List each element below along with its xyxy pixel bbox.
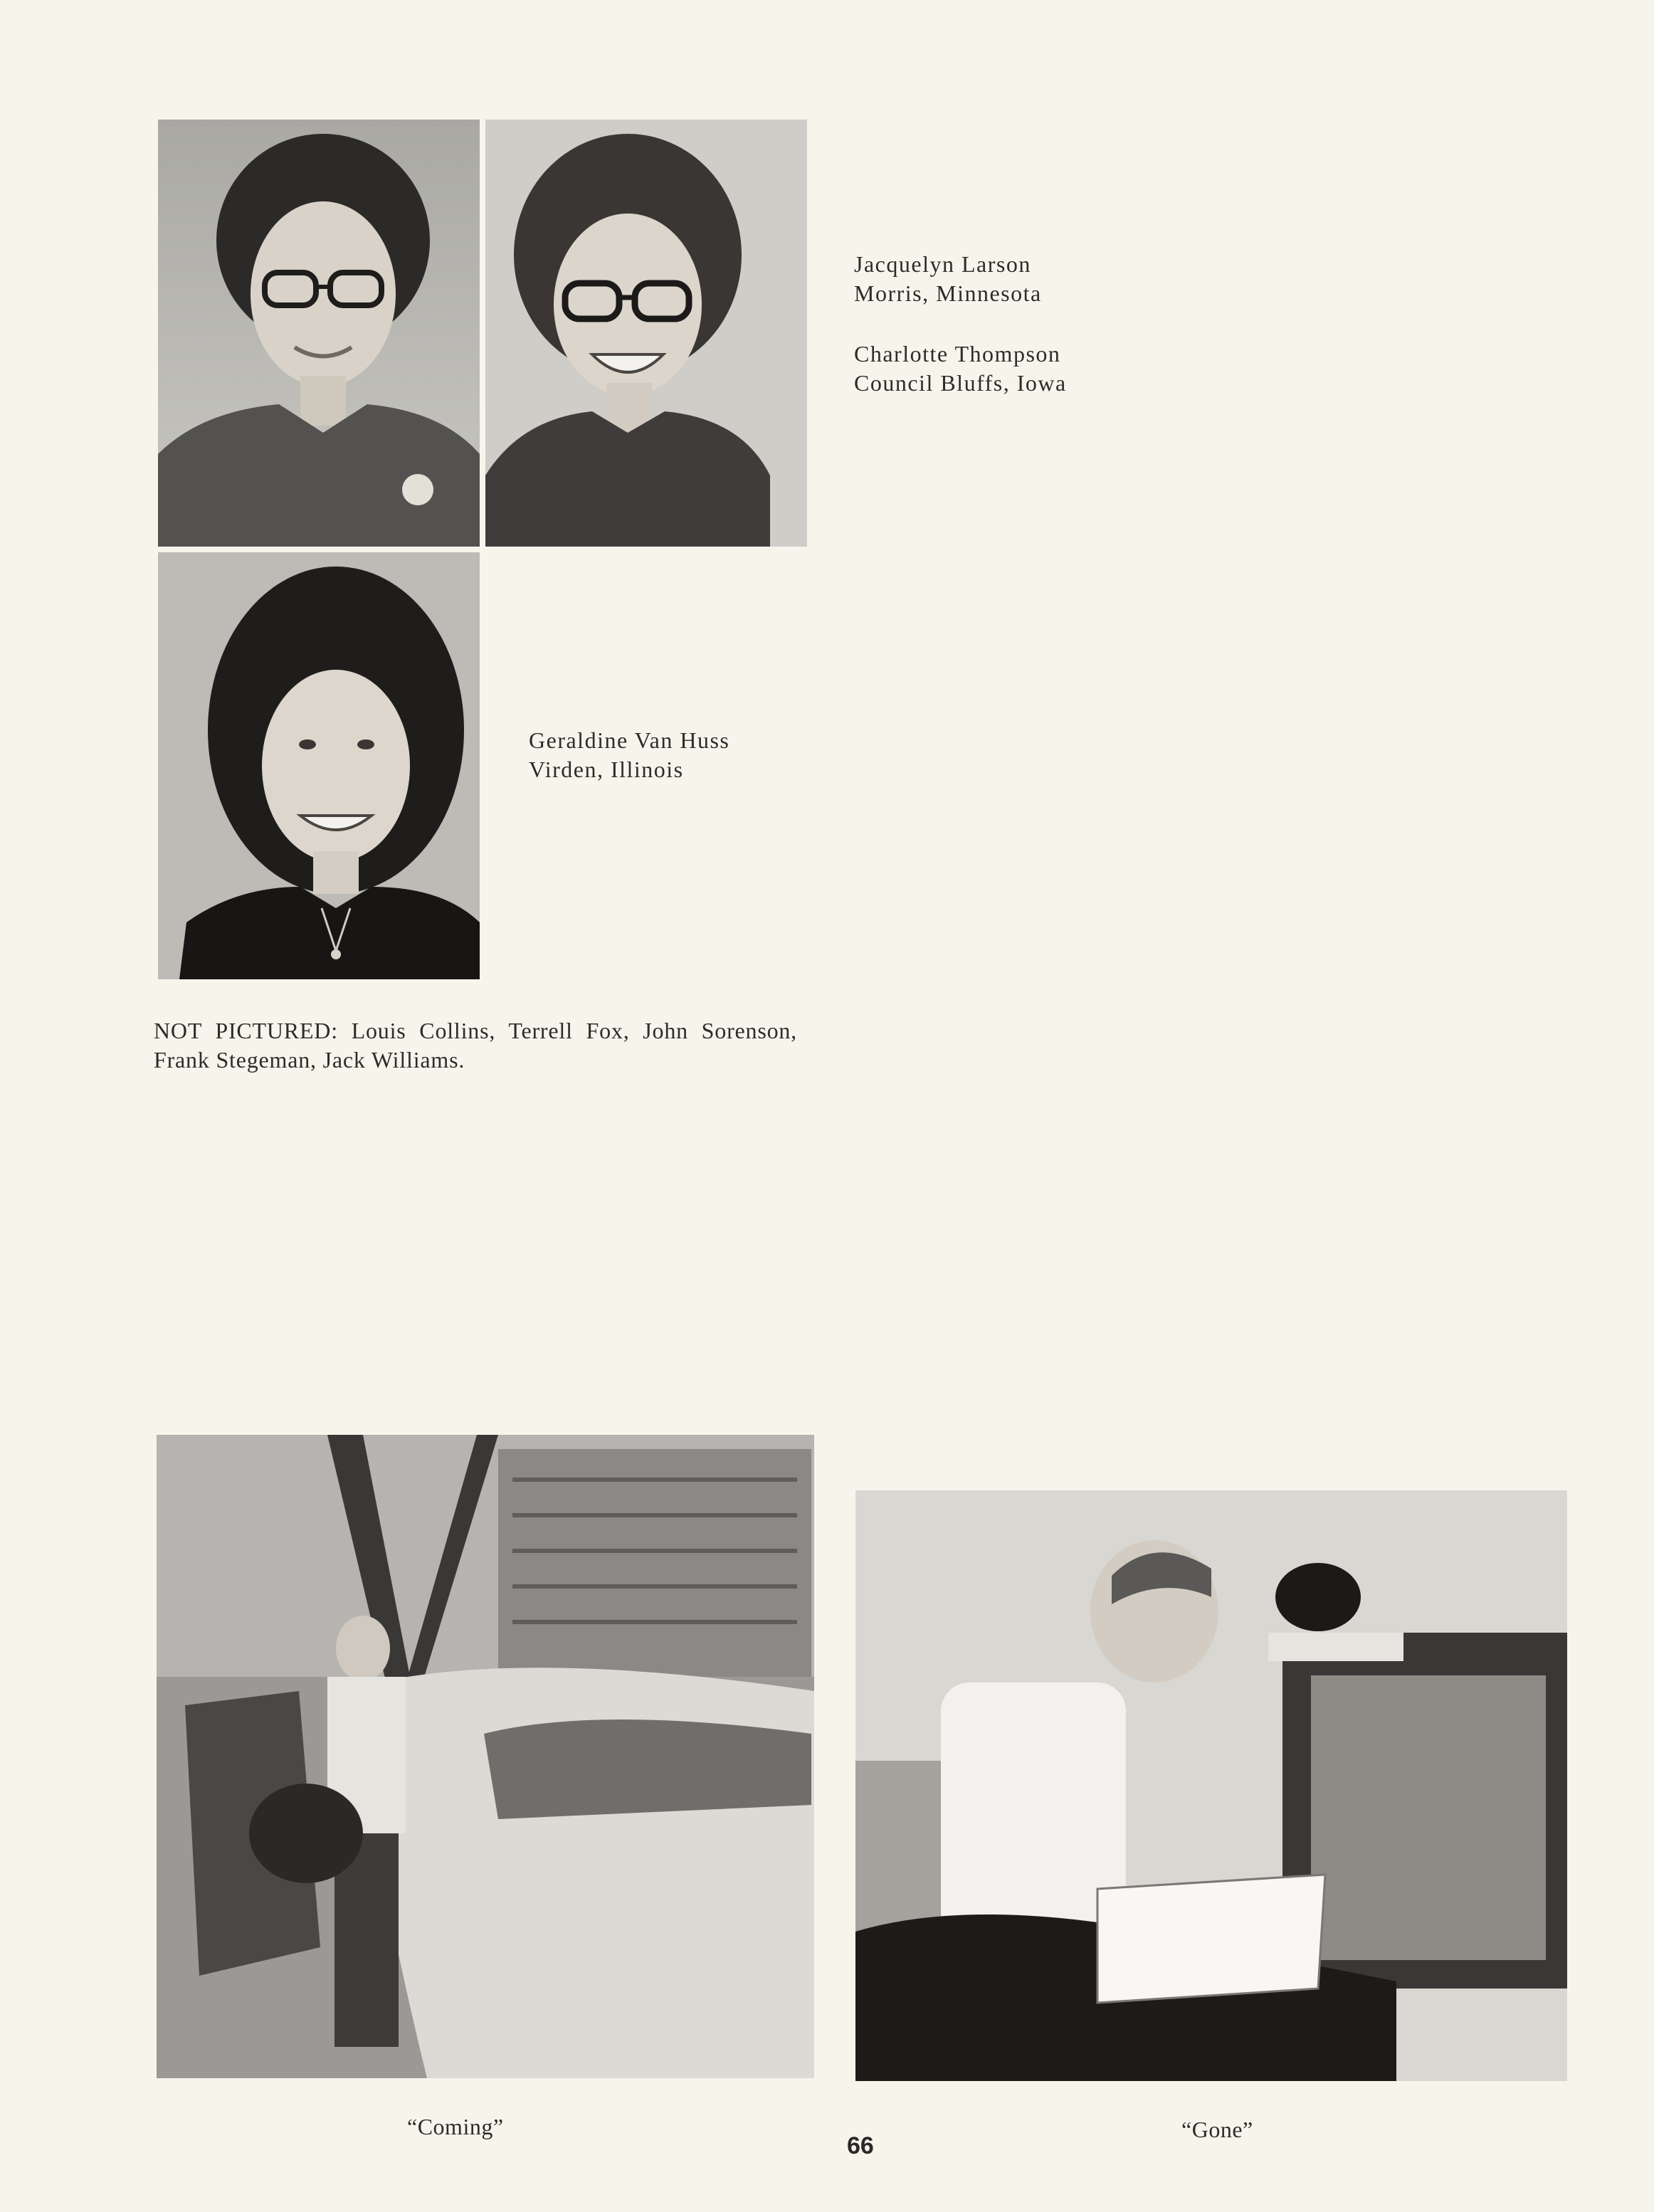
photo-title-coming: “Coming” xyxy=(407,2114,504,2139)
portrait-photo-icon xyxy=(158,120,480,547)
portrait-hometown: Virden, Illinois xyxy=(529,757,684,782)
caption-charlotte-thompson xyxy=(854,339,1067,398)
caption-jacquelyn-larson xyxy=(854,250,1042,308)
dorm-scene-photo-icon xyxy=(855,1490,1567,2081)
caption-geraldine-van-huss xyxy=(529,726,729,784)
car-scene-photo-icon xyxy=(157,1435,814,2078)
portrait-name: Charlotte Thompson xyxy=(854,341,1061,367)
not-pictured-list: NOT PICTURED: Louis Collins, Terrell Fox, John Sorenson, Frank Stegeman, Jack Williams. xyxy=(154,1018,797,1073)
portrait-jacquelyn-larson xyxy=(158,120,480,547)
portrait-geraldine-van-huss xyxy=(158,552,480,979)
portrait-name: Geraldine Van Huss xyxy=(529,727,730,753)
candid-photo-gone xyxy=(855,1490,1567,2081)
page-number: 66 xyxy=(847,2132,874,2159)
portrait-charlotte-thompson xyxy=(485,120,807,547)
portrait-name: Jacquelyn Larson xyxy=(854,251,1031,277)
portrait-photo-icon xyxy=(485,120,807,547)
portrait-hometown: Morris, Minnesota xyxy=(854,280,1042,306)
photo-title-gone: “Gone” xyxy=(1181,2117,1253,2142)
portrait-photo-icon xyxy=(158,552,480,979)
portrait-hometown: Council Bluffs, Iowa xyxy=(854,370,1067,396)
candid-photo-coming xyxy=(157,1435,814,2078)
